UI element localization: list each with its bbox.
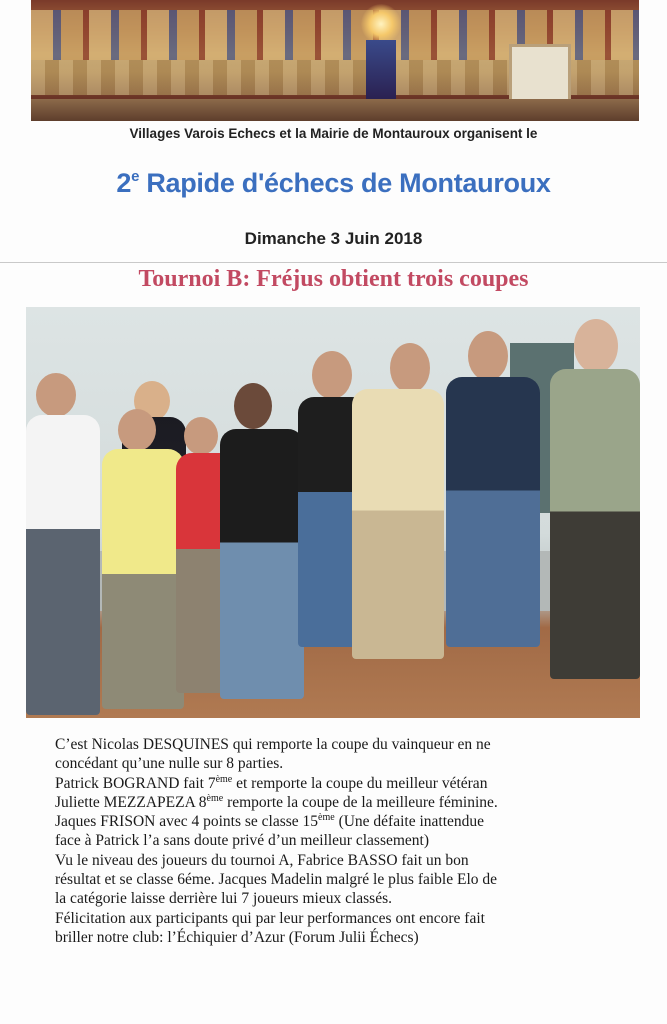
- person-head: [184, 417, 218, 455]
- person-head: [312, 351, 352, 399]
- divider: [0, 262, 667, 263]
- rank-suffix: ème: [206, 792, 224, 804]
- article-line: résultat et se classe 6éme. Jacques Madelin malgré le plus faible Elo de: [55, 871, 498, 889]
- article-line: C’est Nicolas DESQUINES qui remporte la coupe du vainqueur en ne: [55, 736, 491, 753]
- person-head: [468, 331, 508, 381]
- person-head: [36, 373, 76, 417]
- article-heading: Tournoi B: Fréjus obtient trois coupes: [138, 266, 529, 292]
- line-text: Juliette MEZZAPEZA 8: [55, 793, 207, 811]
- article-line: briller notre club: l’Échiquier d’Azur (Forum Julii Échecs): [55, 928, 419, 946]
- article-line: la catégorie laisse derrière lui 7 joueurs mieux classés.: [55, 890, 392, 908]
- article-body: [55, 735, 625, 947]
- event-date: Dimanche 3 Juin 2018: [244, 229, 423, 248]
- person-head: [574, 319, 618, 373]
- title-text: Rapide d'échecs de Montauroux: [139, 168, 551, 198]
- line-text: remporte la coupe de la meilleure féminine.: [223, 793, 498, 811]
- title-number: 2: [116, 168, 132, 198]
- article-line: [55, 774, 625, 793]
- line-text: Patrick BOGRAND fait 7: [55, 774, 216, 792]
- person-head: [234, 383, 272, 429]
- article-line: Félicitation aux participants qui par leur performances ont encore fait: [55, 909, 485, 927]
- banner-photo: [31, 0, 639, 121]
- person: [550, 369, 640, 679]
- event-title: [0, 168, 667, 199]
- group-photo: [26, 307, 640, 718]
- line-text: et remporte la coupe du meilleur vétéran: [232, 774, 488, 792]
- rank-suffix: ème: [215, 773, 233, 785]
- line-text: Jaques FRISON avec 4 points se classe 15: [55, 813, 319, 831]
- altar: [366, 40, 396, 100]
- line-text: (Une défaite inattendue: [334, 813, 485, 831]
- article-line: [55, 812, 625, 831]
- person: [26, 415, 100, 715]
- person-head: [118, 409, 156, 451]
- banner-floor: [31, 99, 639, 121]
- person: [446, 377, 540, 647]
- article-line: [55, 793, 625, 812]
- article-line: face à Patrick l’a sans doute privé d’un meilleur classement): [55, 832, 430, 850]
- person: [220, 429, 304, 699]
- organizers-line: Villages Varois Echecs et la Mairie de Montauroux organisent le: [129, 126, 538, 141]
- chandelier: [361, 4, 401, 44]
- title-superscript: e: [131, 168, 140, 185]
- rank-suffix: ème: [318, 812, 335, 824]
- article-line: concédant qu’une nulle sur 8 parties.: [55, 755, 284, 773]
- person: [352, 389, 444, 659]
- person-head: [390, 343, 430, 393]
- person: [102, 449, 184, 709]
- article-line: Vu le niveau des joueurs du tournoi A, Fabrice BASSO fait un bon: [55, 851, 469, 869]
